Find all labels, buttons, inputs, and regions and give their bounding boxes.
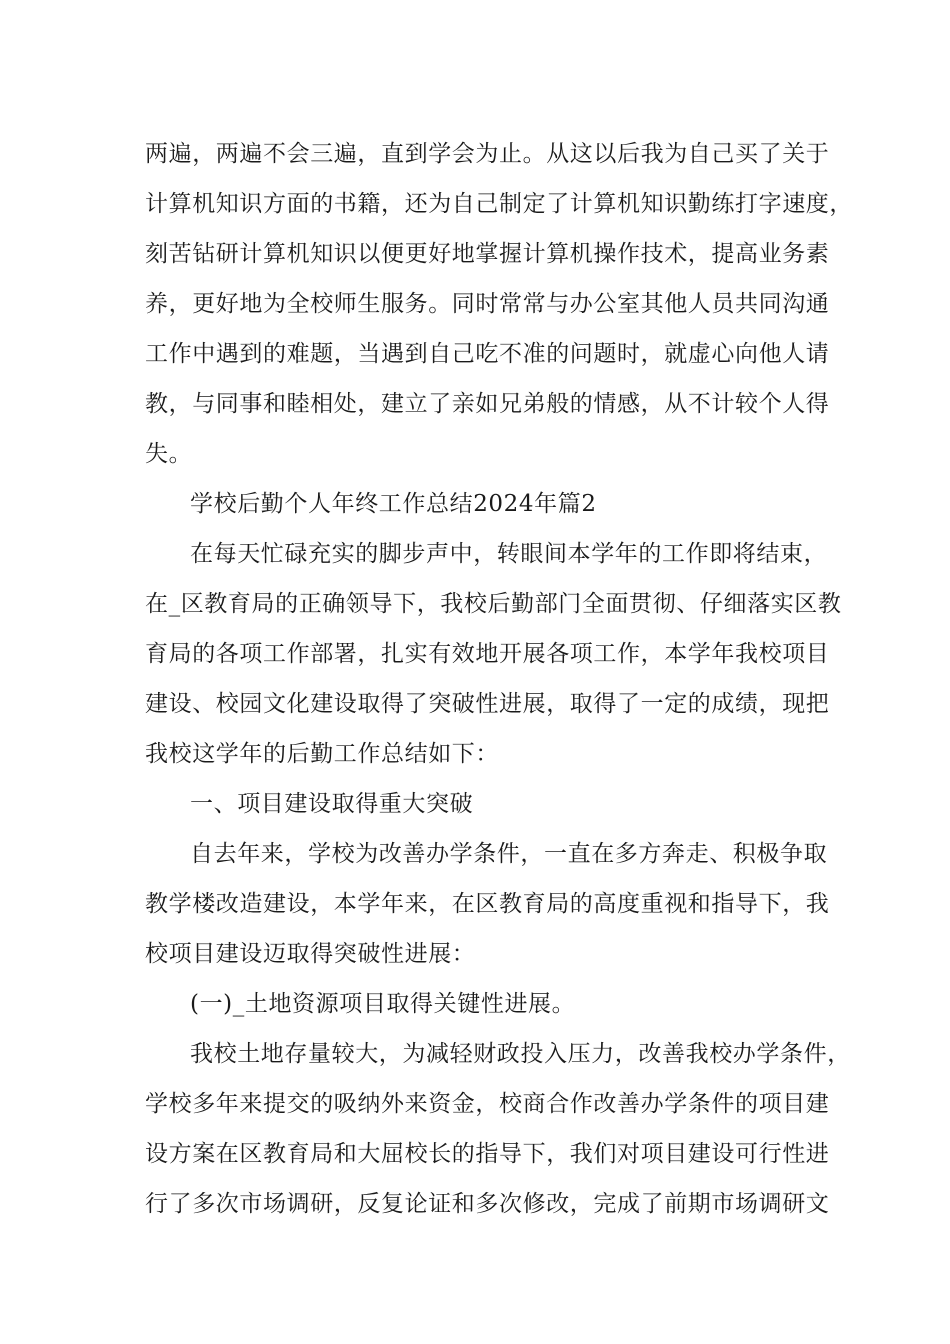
body-text-line: 学校多年来提交的吸纳外来资金，校商合作改善办学条件的项目建	[145, 1091, 830, 1117]
subsection-heading: (一)_土地资源项目取得关键性进展。	[190, 991, 576, 1017]
body-text-line: 我校这学年的后勤工作总结如下：	[145, 741, 499, 767]
paragraph-first-line: 自去年来，学校为改善办学条件，一直在多方奔走、积极争取	[190, 841, 828, 867]
body-text-line: 计算机知识方面的书籍，还为自己制定了计算机知识勤练打字速度，	[145, 191, 853, 217]
body-text-line: 工作中遇到的难题，当遇到自己吃不准的问题时，就虚心向他人请	[145, 341, 830, 367]
body-text-line: 校项目建设迈取得突破性进展：	[145, 941, 476, 967]
body-text-line: 育局的各项工作部署，扎实有效地开展各项工作，本学年我校项目	[145, 641, 830, 667]
body-text-line: 刻苦钻研计算机知识以便更好地掌握计算机操作技术，提高业务素	[145, 241, 830, 267]
paragraph-first-line: 在每天忙碌充实的脚步声中，转眼间本学年的工作即将结束，	[190, 541, 828, 567]
section-title: 学校后勤个人年终工作总结2024年篇2	[190, 491, 597, 517]
body-text-line: 教，与同事和睦相处，建立了亲如兄弟般的情感，从不计较个人得	[145, 391, 830, 417]
body-text-line: 设方案在区教育局和大屈校长的指导下，我们对项目建设可行性进	[145, 1141, 830, 1167]
body-text-line: 失。	[145, 441, 193, 467]
body-text-line: 养，更好地为全校师生服务。同时常常与办公室其他人员共同沟通	[145, 291, 830, 317]
section-heading: 一、项目建设取得重大突破	[190, 791, 474, 817]
body-text-line: 行了多次市场调研，反复论证和多次修改，完成了前期市场调研文	[145, 1191, 830, 1217]
body-text-line: 两遍，两遍不会三遍，直到学会为止。从这以后我为自己买了关于	[145, 141, 830, 167]
paragraph-first-line: 我校土地存量较大，为减轻财政投入压力，改善我校办学条件，	[190, 1041, 851, 1067]
body-text-line: 教学楼改造建设，本学年来，在区教育局的高度重视和指导下，我	[145, 891, 830, 917]
body-text-line: 建设、校园文化建设取得了突破性进展，取得了一定的成绩，现把	[145, 691, 830, 717]
body-text-line: 在_区教育局的正确领导下，我校后勤部门全面贯彻、仔细落实区教	[145, 591, 842, 617]
